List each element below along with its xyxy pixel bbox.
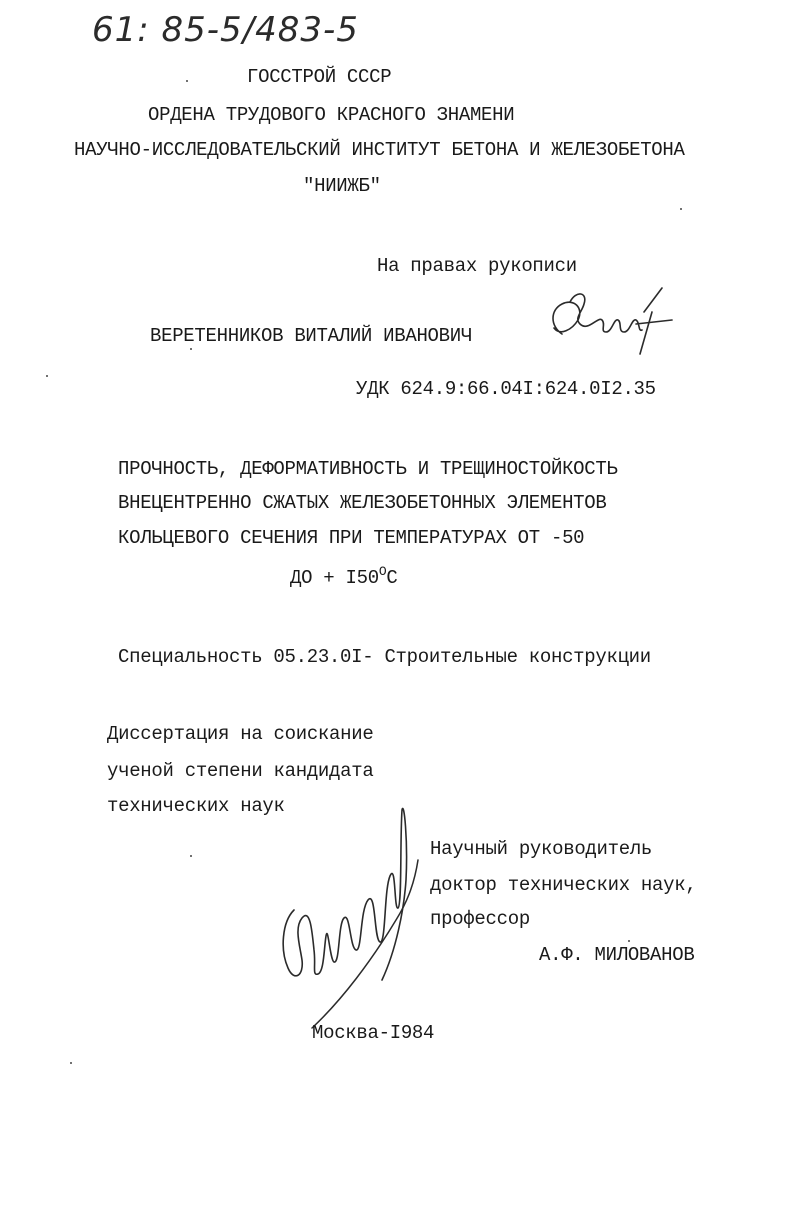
dissertation-line-1: Диссертация на соискание: [107, 723, 374, 745]
dissertation-line-3: технических наук: [107, 795, 285, 817]
scan-speck: [190, 855, 192, 857]
header-order: ОРДЕНА ТРУДОВОГО КРАСНОГО ЗНАМЕНИ: [148, 104, 515, 126]
scan-speck: [70, 1062, 72, 1064]
scan-speck: [628, 940, 630, 942]
header-gosstroy: ГОССТРОЙ СССР: [247, 66, 392, 88]
supervisor-line-1: Научный руководитель: [430, 838, 653, 860]
archive-code-handwritten: 61: 85-5/483-5: [92, 10, 359, 50]
dissertation-line-2: ученой степени кандидата: [107, 760, 374, 782]
supervisor-line-3: профессор: [430, 908, 530, 930]
author-signature: [540, 282, 680, 362]
header-niizhb: "НИИЖБ": [303, 175, 381, 197]
scan-speck: [186, 80, 188, 82]
header-institute: НАУЧНО-ИССЛЕДОВАТЕЛЬСКИЙ ИНСТИТУТ БЕТОНА И ЖЕЛЕЗОБЕТОНА: [74, 139, 685, 161]
udc-code: УДК 624.9:66.04I:624.0I2.35: [356, 378, 656, 400]
title-line-3: КОЛЬЦЕВОГО СЕЧЕНИЯ ПРИ ТЕМПЕРАТУРАХ ОТ -50: [118, 527, 585, 549]
author-name: ВЕРЕТЕННИКОВ ВИТАЛИЙ ИВАНОВИЧ: [150, 325, 472, 347]
scan-speck: [46, 375, 48, 377]
title-line-1: ПРОЧНОСТЬ, ДЕФОРМАТИВНОСТЬ И ТРЕЩИНОСТОЙКОСТЬ: [118, 458, 618, 480]
place-year: Москва-I984: [312, 1022, 435, 1044]
title-line-2: ВНЕЦЕНТРЕННО СЖАТЫХ ЖЕЛЕЗОБЕТОННЫХ ЭЛЕМЕНТОВ: [118, 492, 607, 514]
supervisor-name: А.Ф. МИЛОВАНОВ: [539, 944, 695, 966]
supervisor-signature: [272, 800, 442, 1030]
supervisor-line-2: доктор технических наук,: [430, 874, 697, 896]
scan-speck: [680, 208, 682, 210]
title-line-4: ДО + $I50^ОС$: [290, 564, 398, 589]
scan-speck: [190, 348, 192, 350]
manuscript-note: На правах рукописи: [377, 255, 577, 277]
specialty: Специальность 05.23.0I- Строительные конструкции: [118, 646, 651, 668]
